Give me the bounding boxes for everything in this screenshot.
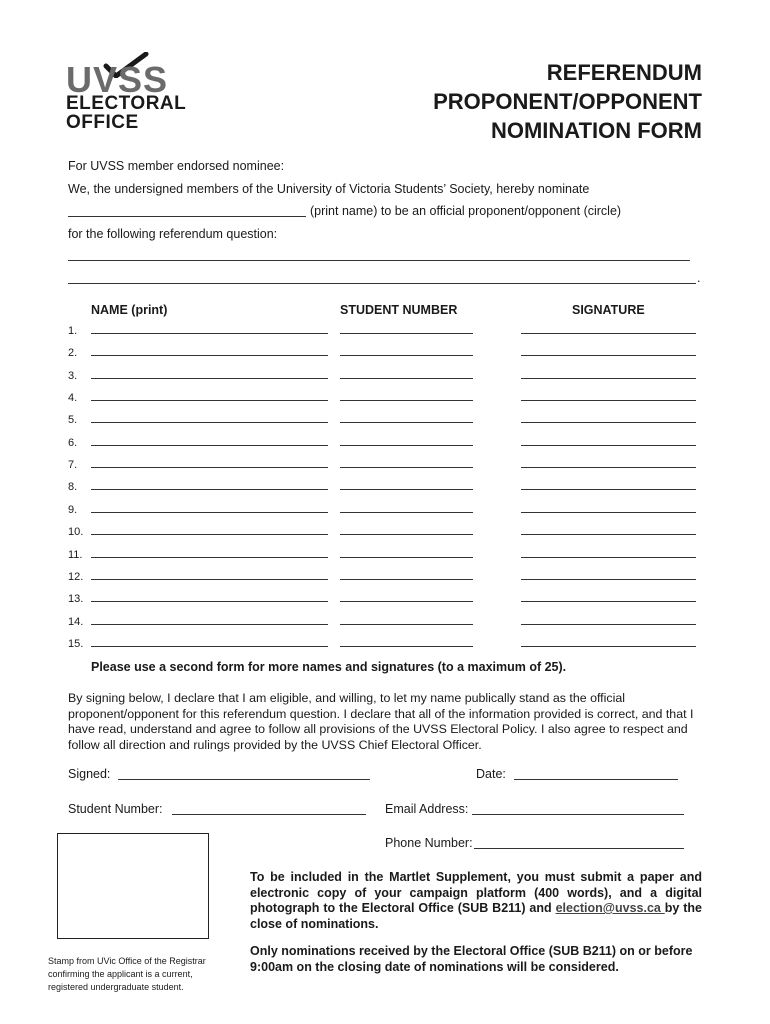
student-number-field[interactable]	[172, 801, 366, 815]
row-number: 6.	[68, 436, 78, 449]
title-line-3: NOMINATION FORM	[490, 118, 702, 143]
name-field[interactable]	[91, 475, 328, 490]
row-number: 13.	[68, 593, 84, 606]
title-line-1: REFERENDUM	[546, 60, 702, 85]
deadline-note: Only nominations received by the Electoral Office (SUB B211) on or before 9:00am on the closing date of nominations will be considered.	[250, 944, 693, 974]
row-number: 4.	[68, 392, 78, 405]
martlet-note	[250, 870, 702, 932]
question-period: .	[697, 271, 701, 285]
row-number: 15.	[68, 637, 84, 650]
signature-field[interactable]	[521, 565, 696, 580]
martlet-text-end: by the close of nominations.	[250, 901, 703, 931]
student-number-field[interactable]	[340, 408, 473, 423]
student-number-field[interactable]	[340, 610, 473, 625]
phone-field[interactable]	[474, 835, 684, 849]
name-field[interactable]	[91, 408, 328, 423]
signature-field[interactable]	[521, 475, 696, 490]
student-number-field[interactable]	[340, 431, 473, 446]
logo-uvss-text: UVSS	[66, 59, 169, 100]
student-number-label: Student Number:	[68, 802, 163, 816]
print-name-text: (print name) to be an official proponent/opponent (circle)	[310, 204, 622, 218]
row-number: 10.	[68, 526, 84, 539]
name-field[interactable]	[91, 386, 328, 401]
election-email-link[interactable]: election@uvss.ca	[555, 901, 665, 915]
row-number: 12.	[68, 570, 84, 583]
student-number-field[interactable]	[340, 520, 473, 535]
student-number-field[interactable]	[340, 475, 473, 490]
name-field[interactable]	[91, 543, 328, 558]
name-field[interactable]	[91, 587, 328, 602]
name-field[interactable]	[91, 498, 328, 513]
logo-office-text: OFFICE	[66, 112, 139, 133]
signature-field[interactable]	[521, 319, 696, 334]
signature-field[interactable]	[521, 632, 696, 647]
name-field[interactable]	[91, 453, 328, 468]
signature-field[interactable]	[521, 610, 696, 625]
name-field[interactable]	[91, 632, 328, 647]
date-field[interactable]	[514, 766, 678, 780]
row-number: 14.	[68, 615, 84, 628]
student-number-field[interactable]	[340, 498, 473, 513]
row-number: 5.	[68, 414, 78, 427]
row-number: 3.	[68, 369, 78, 382]
student-number-field[interactable]	[340, 453, 473, 468]
second-form-note: Please use a second form for more names and signatures (to a maximum of 25).	[91, 660, 567, 674]
signature-field[interactable]	[521, 431, 696, 446]
name-field[interactable]	[91, 364, 328, 379]
signature-field[interactable]	[521, 520, 696, 535]
question-line-1[interactable]	[68, 248, 690, 261]
row-number: 7.	[68, 459, 78, 472]
student-number-field[interactable]	[340, 386, 473, 401]
page-title	[433, 58, 702, 145]
header-name: NAME (print)	[91, 303, 168, 317]
signature-field[interactable]	[521, 341, 696, 356]
student-number-field[interactable]	[340, 587, 473, 602]
student-number-field[interactable]	[340, 364, 473, 379]
undersigned-text: We, the undersigned members of the University of Victoria Students’ Society, hereby nominate	[68, 182, 590, 196]
name-field[interactable]	[91, 341, 328, 356]
name-field[interactable]	[91, 565, 328, 580]
signature-field[interactable]	[521, 543, 696, 558]
name-field[interactable]	[91, 431, 328, 446]
signature-field[interactable]	[521, 498, 696, 513]
row-number: 2.	[68, 347, 78, 360]
date-label: Date:	[476, 767, 506, 781]
signature-field[interactable]	[521, 364, 696, 379]
student-number-field[interactable]	[340, 341, 473, 356]
student-number-field[interactable]	[340, 543, 473, 558]
question-text: for the following referendum question:	[68, 227, 278, 241]
logo-electoral-text: ELECTORAL	[66, 93, 187, 114]
student-number-field[interactable]	[340, 319, 473, 334]
signature-field[interactable]	[521, 386, 696, 401]
row-number: 9.	[68, 503, 78, 516]
name-field[interactable]	[91, 319, 328, 334]
signature-field[interactable]	[521, 587, 696, 602]
student-number-field[interactable]	[340, 632, 473, 647]
nominee-name-line[interactable]	[68, 203, 306, 217]
signed-label: Signed:	[68, 767, 111, 781]
row-number: 1.	[68, 325, 78, 337]
email-label: Email Address:	[385, 802, 469, 816]
martlet-text: To be included in the Martlet Supplement, you must submit a paper and electronic copy of your campaign platform (400 words), and a digital photograph to the Electoral Office (SUB B211) and	[250, 870, 702, 915]
name-field[interactable]	[91, 520, 328, 535]
signature-field[interactable]	[521, 453, 696, 468]
question-line-2[interactable]	[68, 271, 696, 284]
row-number: 11.	[68, 548, 83, 561]
signed-field[interactable]	[118, 766, 370, 780]
title-line-2: PROPONENT/OPPONENT	[433, 89, 702, 114]
header-signature: SIGNATURE	[572, 303, 645, 317]
row-number: 8.	[68, 481, 78, 494]
phone-label: Phone Number:	[385, 836, 473, 850]
stamp-caption: Stamp from UVic Office of the Registrar confirming the applicant is a current, registered undergraduate student.	[48, 956, 206, 992]
name-field[interactable]	[91, 610, 328, 625]
header-student-number: STUDENT NUMBER	[340, 303, 458, 317]
registrar-stamp-box	[57, 833, 209, 939]
endorsed-text: For UVSS member endorsed nominee:	[68, 159, 285, 173]
student-number-field[interactable]	[340, 565, 473, 580]
signature-field[interactable]	[521, 408, 696, 423]
email-field[interactable]	[472, 801, 684, 815]
declaration-text: By signing below, I declare that I am eligible, and willing, to let my name publically stand as the official proponent/opponent for this referendum question. I declare that all of the information provided is correct, and that I have read, understand and agree to follow all provisions of the UVSS Electoral Policy. I also agree to respect and follow all direction and rulings provided by the UVSS Chief Electoral Officer.	[68, 691, 694, 752]
